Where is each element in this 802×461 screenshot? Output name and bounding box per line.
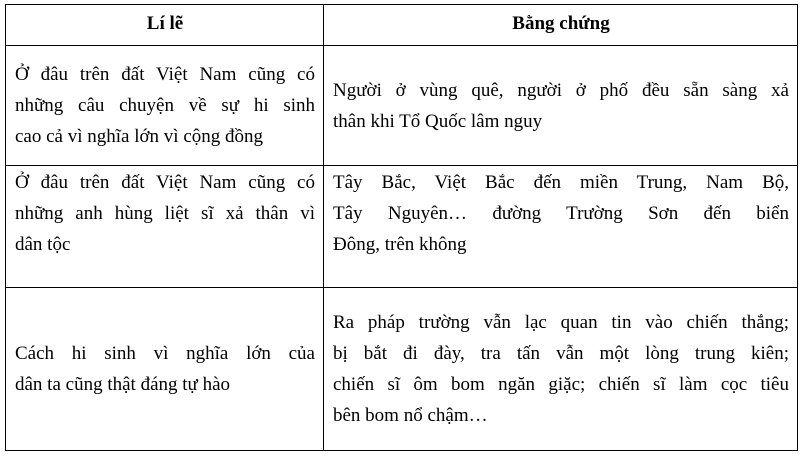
reason-line: cao cả vì nghĩa lớn vì cộng đồng bbox=[15, 126, 264, 147]
table-row bbox=[6, 166, 798, 288]
header-evidence: Bằng chứng bbox=[324, 5, 798, 46]
evidence-line: thân khi Tổ Quốc lâm nguy bbox=[333, 110, 543, 132]
header-row bbox=[6, 5, 798, 46]
reason-line: dân ta cũng thật đáng tự hào bbox=[15, 374, 231, 395]
reason-line: những anh hùng liệt sĩ xả thân vì bbox=[15, 203, 315, 224]
table-row bbox=[6, 288, 798, 451]
evidence-line: Ra pháp trường vẫn lạc quan tin vào chiến thắng; bbox=[333, 312, 789, 333]
evidence-cell bbox=[324, 166, 798, 288]
evidence-line: bên bom nổ chậm… bbox=[333, 405, 488, 426]
reason-line: những câu chuyện về sự hi sinh bbox=[15, 95, 315, 116]
header-reason: Lí lẽ bbox=[6, 5, 324, 46]
reason-cell bbox=[6, 46, 324, 166]
evidence-cell bbox=[324, 46, 798, 166]
reason-cell bbox=[6, 288, 324, 451]
evidence-line: bị bắt đi đày, tra tấn vẫn một lòng trung kiên; bbox=[333, 343, 789, 364]
reason-line: Ở đâu trên đất Việt Nam cũng có bbox=[15, 64, 315, 85]
table-row bbox=[6, 46, 798, 166]
reason-cell bbox=[6, 166, 324, 288]
argument-evidence-table bbox=[5, 4, 798, 451]
evidence-line: Tây Bắc, Việt Bắc đến miền Trung, Nam Bộ, bbox=[333, 172, 789, 193]
evidence-line: Người ở vùng quê, người ở phố đều sẵn sàng xả bbox=[333, 79, 789, 101]
evidence-line: Tây Nguyên… đường Trường Sơn đến biển bbox=[333, 203, 789, 224]
reason-line: Cách hi sinh vì nghĩa lớn của bbox=[15, 343, 315, 364]
evidence-line: Đông, trên không bbox=[333, 234, 467, 255]
reason-line: dân tộc bbox=[15, 234, 71, 255]
evidence-cell bbox=[324, 288, 798, 451]
evidence-line: chiến sĩ ôm bom ngăn giặc; chiến sĩ làm cọc tiêu bbox=[333, 374, 789, 395]
reason-line: Ở đâu trên đất Việt Nam cũng có bbox=[15, 172, 315, 193]
